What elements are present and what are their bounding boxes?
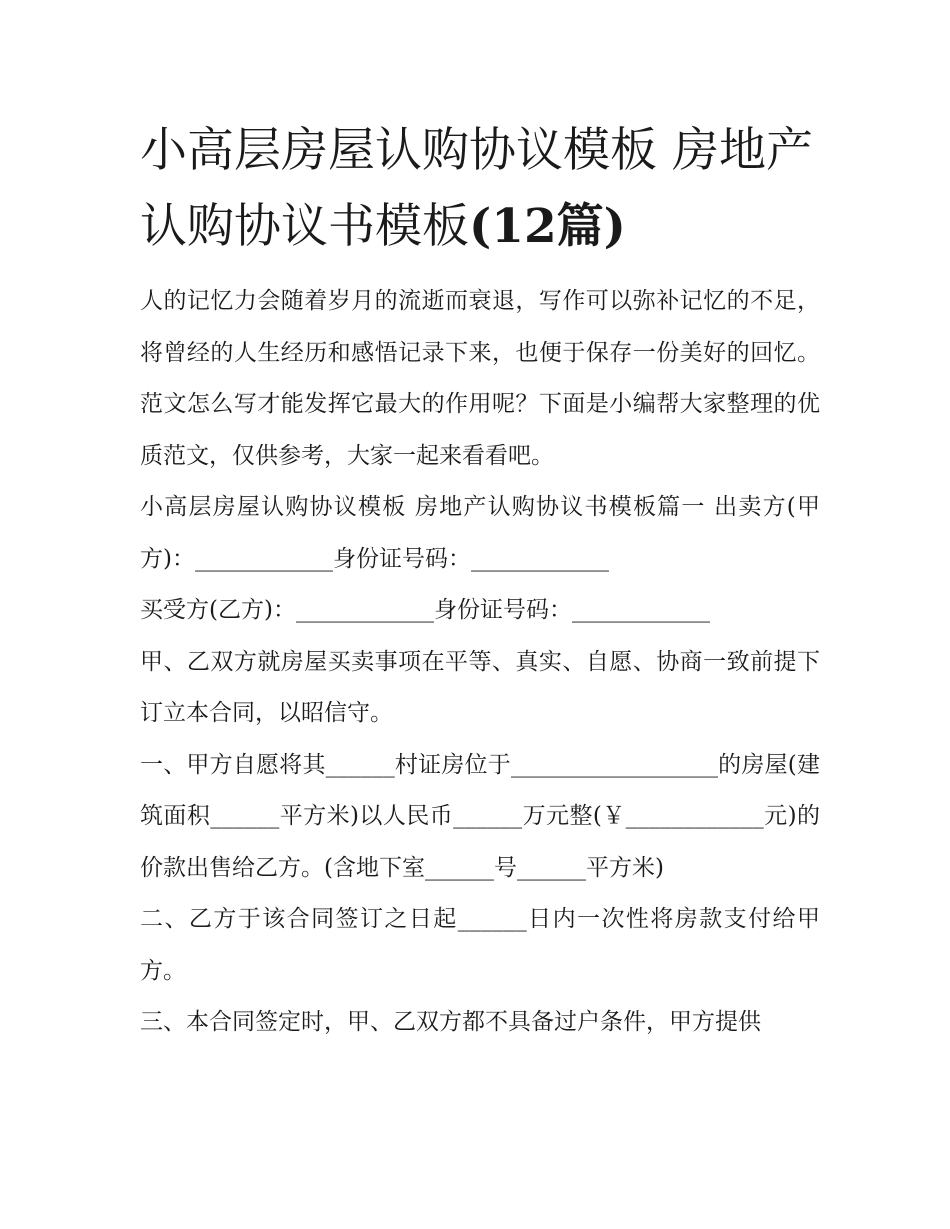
document-title: 小高层房屋认购协议模板 房地产认购协议书模板(12篇)	[140, 123, 813, 254]
title-count-suffix: (12篇)	[469, 199, 626, 254]
clause-3-paragraph: 三、本合同签定时，甲、乙双方都不具备过户条件，甲方提供	[140, 1009, 761, 1035]
clause-2-paragraph: 二、乙方于该合同签订之日起______日内一次性将房款支付给甲方。	[140, 906, 820, 984]
intro-paragraph: 人的记忆力会随着岁月的流逝而衰退，写作可以弥补记忆的不足，将曾经的人生经历和感悟记录下来，也便于保存一份美好的回忆。范文怎么写才能发挥它最大的作用呢？下面是小编帮大家整理的优质范文，仅供参考，大家一起来看看吧。	[140, 288, 820, 469]
document-body	[140, 276, 820, 1049]
agreement-paragraph: 甲、乙双方就房屋买卖事项在平等、真实、自愿、协商一致前提下订立本合同，以昭信守。	[140, 648, 820, 726]
clause-1-paragraph: 一、甲方自愿将其______村证房位于__________________的房屋(建筑面积______平方米)以人民币______万元整(￥____________元)的价款出售给乙方。(含地下室______号______平方米)	[140, 751, 820, 881]
seller-paragraph: 小高层房屋认购协议模板 房地产认购协议书模板篇一 出卖方(甲方)：____________身份证号码：____________	[140, 494, 820, 572]
buyer-paragraph: 买受方(乙方)：____________身份证号码：____________	[140, 597, 710, 623]
